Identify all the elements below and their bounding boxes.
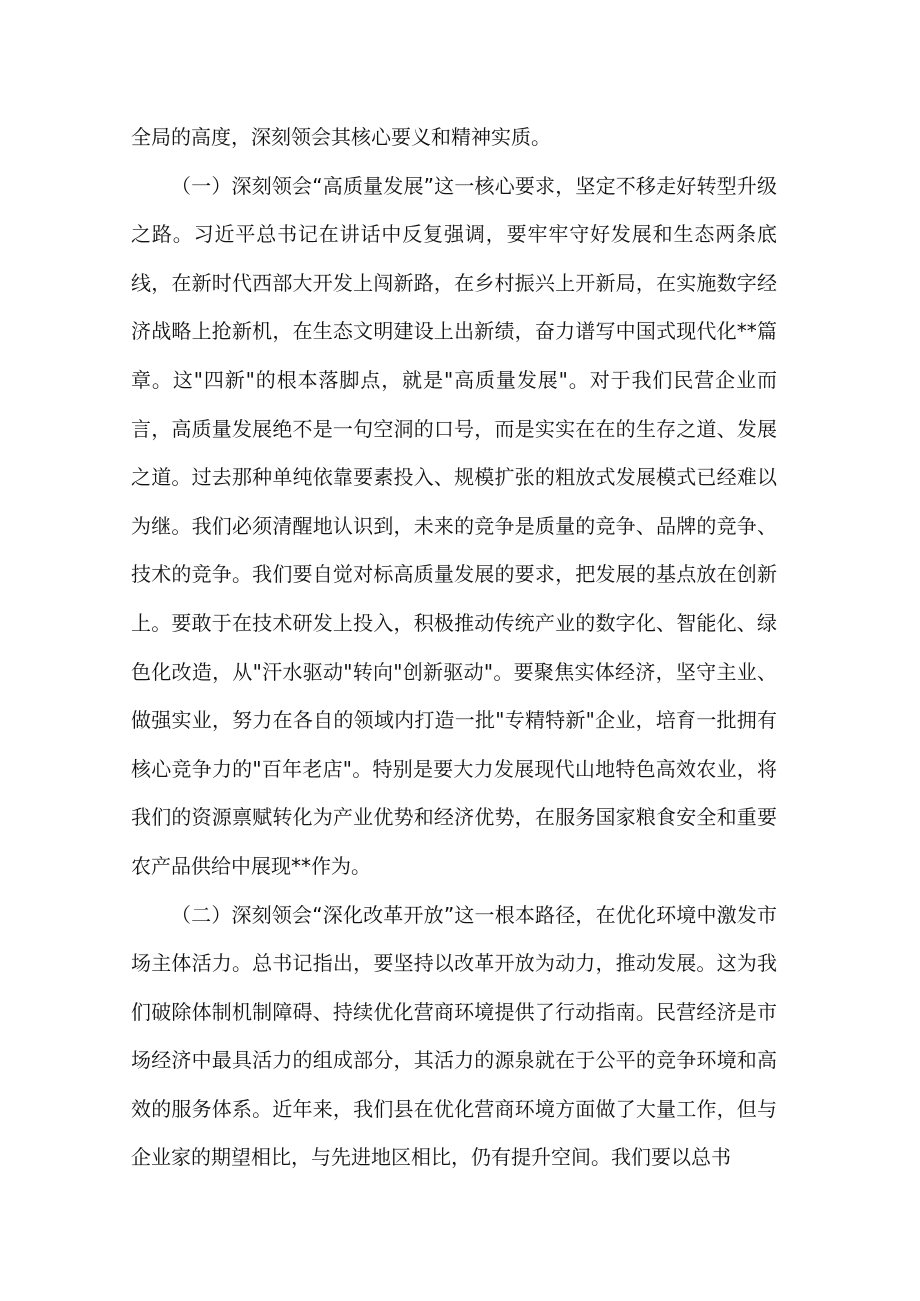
paragraph-continuation: 全局的高度，深刻领会其核心要义和精神实质。 xyxy=(131,125,551,149)
document-body xyxy=(131,113,777,1182)
paragraph-section-one: （一）深刻领会“高质量发展”这一核心要求，坚定不移走好转型升级之路。习近平总书记在讲话中反复强调，要牢牢守好发展和生态两条底线，在新时代西部大开发上闯新路，在乡村振兴上开新局，在实施数字经济战略上抢新机，在生态文明建设上出新绩，奋力谱写中国式现代化**篇章。这"四新"的根本落脚点，就是"高质量发展"。对于我们民营企业而言，高质量发展绝不是一句空洞的口号，而是实实在在的生存之道、发展之道。过去那种单纯依靠要素投入、规模扩张的粗放式发展模式已经难以为继。我们必须清醒地认识到，未来的竞争是质量的竞争、品牌的竞争、技术的竞争。我们要自觉对标高质量发展的要求，把发展的基点放在创新上。要敢于在技术研发上投入，积极推动传统产业的数字化、智能化、绿色化改造，从"汗水驱动"转向"创新驱动"。要聚焦实体经济，坚守主业、做强实业，努力在各自的领域内打造一批"专精特新"企业，培育一批拥有核心竞争力的"百年老店"。特别是要大力发展现代山地特色高效农业，将我们的资源禀赋转化为产业优势和经济优势，在服务国家粮食安全和重要农产品供给中展现**作为。 xyxy=(131,173,777,878)
paragraph-section-two: （二）深刻领会“深化改革开放”这一根本路径，在优化环境中激发市场主体活力。总书记指出，要坚持以改革开放为动力，推动发展。这为我们破除体制机制障碍、持续优化营商环境提供了行动指南。民营经济是市场经济中最具活力的组成部分，其活力的源泉就在于公平的竞争环境和高效的服务体系。近年来，我们县在优化营商环境方面做了大量工作，但与企业家的期望相比，与先进地区相比，仍有提升空间。我们要以总书 xyxy=(131,902,777,1170)
